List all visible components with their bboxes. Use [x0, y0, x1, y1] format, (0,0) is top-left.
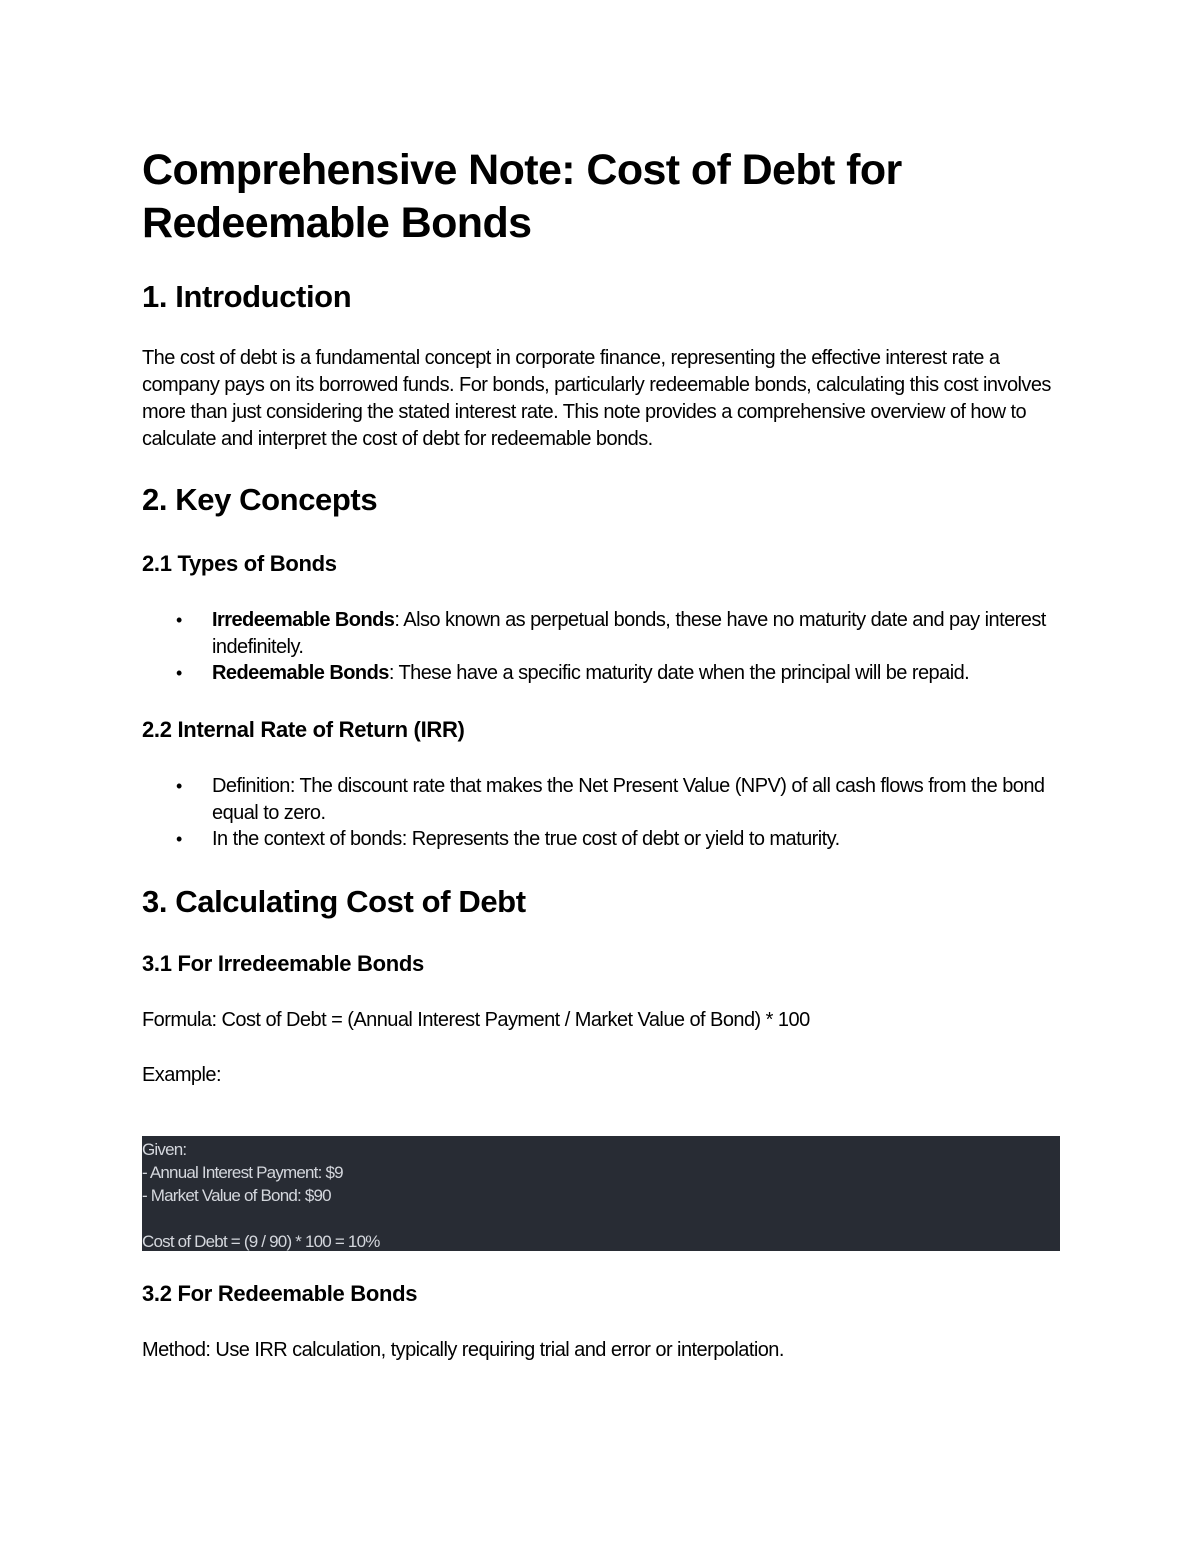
heading-redeemable-bonds: 3.2 For Redeemable Bonds: [142, 1281, 418, 1306]
list-item: [142, 773, 1060, 826]
list-item: [142, 660, 1060, 687]
code-line: Cost of Debt = (9 / 90) * 100 = 10%: [142, 1232, 380, 1251]
formula-text: Formula: Cost of Debt = (Annual Interest Payment / Market Value of Bond) * 100: [142, 1009, 810, 1031]
code-line: Given:: [142, 1140, 187, 1159]
code-line: - Market Value of Bond: $90: [142, 1186, 331, 1205]
bond-type-term: Redeemable Bonds: [212, 662, 389, 684]
bond-type-description: : Also known as perpetual bonds, these have no maturity date and pay interest indefinitely.: [212, 609, 1046, 658]
bullet-icon: •: [176, 610, 182, 630]
heading-irr: 2.2 Internal Rate of Return (IRR): [142, 717, 465, 742]
title-line-1: Comprehensive Note: Cost of Debt for: [142, 146, 902, 194]
example-label: Example:: [142, 1064, 221, 1086]
heading-calculating-cost-of-debt: 3. Calculating Cost of Debt: [142, 884, 526, 919]
bond-type-description: : These have a specific maturity date when the principal will be repaid.: [388, 662, 970, 684]
irr-context: In the context of bonds: Represents the true cost of debt or yield to maturity.: [212, 828, 840, 850]
irr-definition: Definition: The discount rate that makes the Net Present Value (NPV) of all cash flows from the bond equal to zero.: [212, 775, 1045, 824]
heading-introduction: 1. Introduction: [142, 279, 352, 314]
code-line: - Annual Interest Payment: $9: [142, 1163, 343, 1182]
heading-irredeemable-bonds: 3.1 For Irredeemable Bonds: [142, 951, 424, 976]
types-of-bonds-list: [142, 607, 1060, 687]
irr-list: [142, 773, 1060, 853]
introduction-paragraph: The cost of debt is a fundamental concept in corporate finance, representing the effective interest rate a company pays on its borrowed funds. For bonds, particularly redeemable bonds, calculating this cost involves more than just considering the stated interest rate. This note provides a comprehensive overview of how to calculate and interpret the cost of debt for redeemable bonds.: [142, 347, 1051, 450]
list-item: [142, 607, 1060, 660]
bullet-icon: •: [176, 829, 182, 849]
heading-types-of-bonds: 2.1 Types of Bonds: [142, 551, 337, 576]
bullet-icon: •: [176, 776, 182, 796]
heading-key-concepts: 2. Key Concepts: [142, 482, 378, 517]
bullet-icon: •: [176, 663, 182, 683]
example-code-block: [142, 1136, 1060, 1251]
list-item: [142, 826, 1060, 853]
method-text: Method: Use IRR calculation, typically requiring trial and error or interpolation.: [142, 1339, 784, 1361]
document-title: [142, 144, 1060, 250]
code-line: [142, 1207, 1060, 1230]
title-line-2: Redeemable Bonds: [142, 199, 532, 247]
bond-type-term: Irredeemable Bonds: [212, 609, 395, 631]
